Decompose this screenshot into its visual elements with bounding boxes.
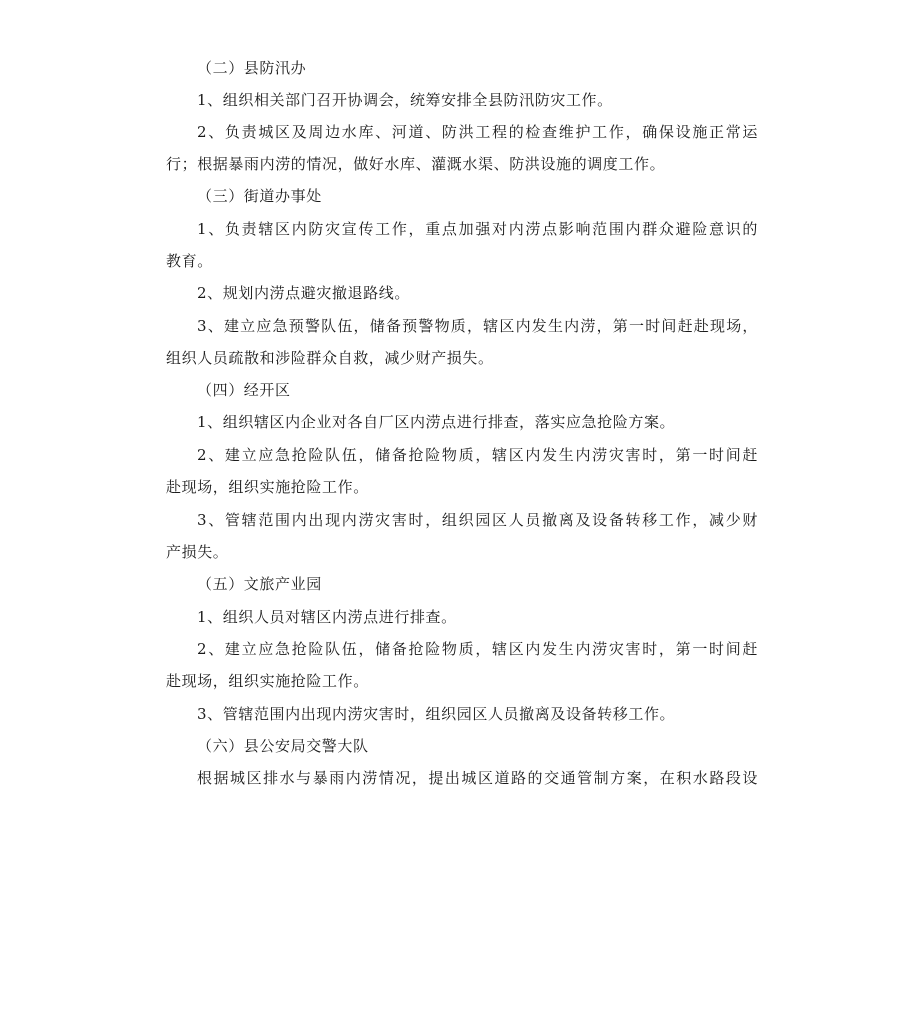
section-heading: （五）文旅产业园 [197,575,322,593]
section-heading: （二）县防汛办 [197,59,307,77]
paragraph-line: 3、建立应急预警队伍，储备预警物质，辖区内发生内涝，第一时间赶赴现场， [197,317,758,335]
paragraph-line: 教育。 [166,252,213,270]
paragraph-line: 2、建立应急抢险队伍，储备抢险物质，辖区内发生内涝灾害时，第一时间赶 [197,446,758,464]
paragraph-line: 2、建立应急抢险队伍，储备抢险物质，辖区内发生内涝灾害时，第一时间赶 [197,640,758,658]
paragraph-line: 根据城区排水与暴雨内涝情况，提出城区道路的交通管制方案，在积水路段设 [197,769,758,787]
paragraph-line: 2、负责城区及周边水库、河道、防洪工程的检查维护工作，确保设施正常运 [197,123,758,141]
section-heading: （四）经开区 [197,381,291,399]
paragraph-line: 产损失。 [166,543,229,561]
paragraph-line: 1、组织辖区内企业对各自厂区内涝点进行排查，落实应急抢险方案。 [197,413,676,431]
paragraph-line: 组织人员疏散和涉险群众自救，减少财产损失。 [166,349,494,367]
paragraph-line: 行；根据暴雨内涝的情况，做好水库、灌溉水渠、防洪设施的调度工作。 [166,155,666,173]
section-heading: （六）县公安局交警大队 [197,737,369,755]
paragraph-line: 3、管辖范围内出现内涝灾害时，组织园区人员撤离及设备转移工作，减少财 [197,511,758,529]
section-heading: （三）街道办事处 [197,187,322,205]
paragraph-line: 1、组织人员对辖区内涝点进行排查。 [197,608,457,626]
paragraph-line: 赴现场，组织实施抢险工作。 [166,478,369,496]
paragraph-line: 赴现场，组织实施抢险工作。 [166,672,369,690]
paragraph-line: 1、组织相关部门召开协调会，统筹安排全县防汛防灾工作。 [197,91,613,109]
paragraph-line: 3、管辖范围内出现内涝灾害时，组织园区人员撤离及设备转移工作。 [197,705,676,723]
paragraph-line: 2、规划内涝点避灾撤退路线。 [197,284,410,302]
paragraph-line: 1、负责辖区内防灾宣传工作，重点加强对内涝点影响范围内群众避险意识的 [197,220,758,238]
